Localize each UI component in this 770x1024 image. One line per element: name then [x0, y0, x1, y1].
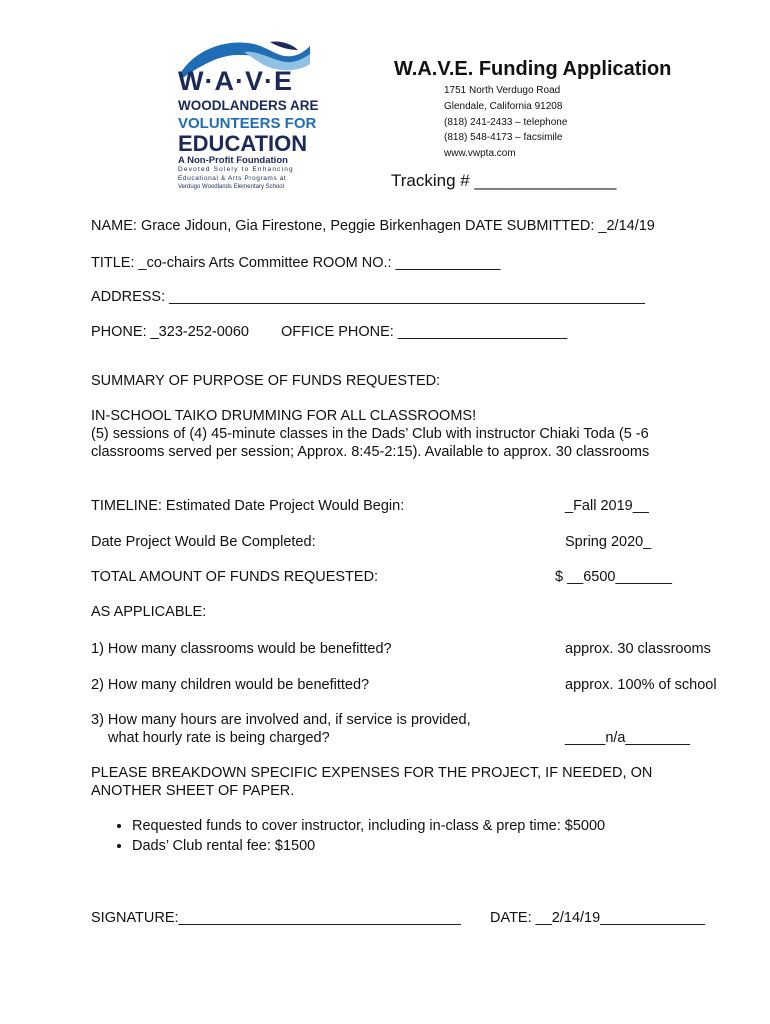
timeline-label: TIMELINE: Estimated Date Project Would Begin:	[91, 498, 405, 514]
address-line-2: Glendale, California 91208	[444, 101, 563, 112]
breakdown-line-1: PLEASE BREAKDOWN SPECIFIC EXPENSES FOR THE PROJECT, IF NEEDED, ON	[91, 765, 653, 781]
expenses-list	[110, 818, 605, 858]
logo-wave-letters: W·A·V·E	[178, 66, 293, 96]
summary-line-1: IN-SCHOOL TAIKO DRUMMING FOR ALL CLASSROOMS!	[91, 408, 477, 424]
logo-line-verdugo: Verdugo Woodlands Elementary School	[178, 184, 284, 190]
document-title: W.A.V.E. Funding Application	[394, 58, 672, 80]
question-3-label-line-2: what hourly rate is being charged?	[108, 730, 330, 746]
logo-line-woodlanders: WOODLANDERS ARE	[178, 98, 319, 113]
timeline-value: _Fall 2019__	[565, 498, 649, 514]
question-1-value: approx. 30 classrooms	[565, 641, 711, 657]
list-item: • Requested funds to cover instructor, including in-class & prep time: $5000	[132, 818, 605, 834]
logo-line-nonprofit: A Non-Profit Foundation	[178, 155, 288, 166]
logo-line-devoted: Devoted Solely to Enhancing	[178, 166, 294, 173]
question-3-label-line-1: 3) How many hours are involved and, if service is provided,	[91, 712, 471, 728]
total-label: TOTAL AMOUNT OF FUNDS REQUESTED:	[91, 569, 379, 585]
address-line-1: 1751 North Verdugo Road	[444, 85, 561, 96]
question-3-value: _____n/a________	[565, 730, 690, 746]
title-field: TITLE: _co-chairs Arts Committee ROOM NO.: _____________	[91, 255, 501, 271]
question-2-label: 2) How many children would be benefitted?	[91, 677, 370, 693]
completed-value: Spring 2020_	[565, 534, 652, 550]
name-field: NAME: Grace Jidoun, Gia Firestone, Peggie Birkenhagen DATE SUBMITTED: _2/14/19	[91, 218, 655, 234]
tracking-number: Tracking # _______________	[391, 171, 617, 190]
summary-line-2: (5) sessions of (4) 45-minute classes in the Dads’ Club with instructor Chiaki Toda (5 -6	[91, 426, 649, 442]
website: www.vwpta.com	[444, 148, 516, 159]
date-line: DATE: __2/14/19_____________	[490, 910, 705, 926]
question-2-value: approx. 100% of school	[565, 677, 717, 693]
address-field: ADDRESS: ___________________________________________________________	[91, 289, 645, 305]
summary-heading: SUMMARY OF PURPOSE OF FUNDS REQUESTED:	[91, 373, 441, 389]
logo-line-volunteers: VOLUNTEERS FOR	[178, 115, 317, 132]
signature-line: SIGNATURE:___________________________________	[91, 910, 461, 926]
completed-label: Date Project Would Be Completed:	[91, 534, 316, 550]
total-value: $ __6500_______	[555, 569, 672, 585]
facsimile: (818) 548-4173 – facsimile	[444, 132, 563, 143]
question-1-label: 1) How many classrooms would be benefitted?	[91, 641, 392, 657]
telephone: (818) 241-2433 – telephone	[444, 117, 568, 128]
applicable-heading: AS APPLICABLE:	[91, 604, 207, 620]
list-item: • Dads’ Club rental fee: $1500	[132, 838, 605, 854]
summary-line-3: classrooms served per session; Approx. 8:45-2:15). Available to approx. 30 classrooms	[91, 444, 650, 460]
wave-logo	[174, 38, 319, 192]
logo-line-education: EDUCATION	[178, 131, 308, 156]
office-phone-field: OFFICE PHONE: _____________________	[281, 324, 568, 340]
phone-field: PHONE: _323-252-0060	[91, 324, 249, 340]
breakdown-line-2: ANOTHER SHEET OF PAPER.	[91, 783, 295, 799]
logo-line-educational: Educational & Arts Programs at	[178, 175, 287, 182]
